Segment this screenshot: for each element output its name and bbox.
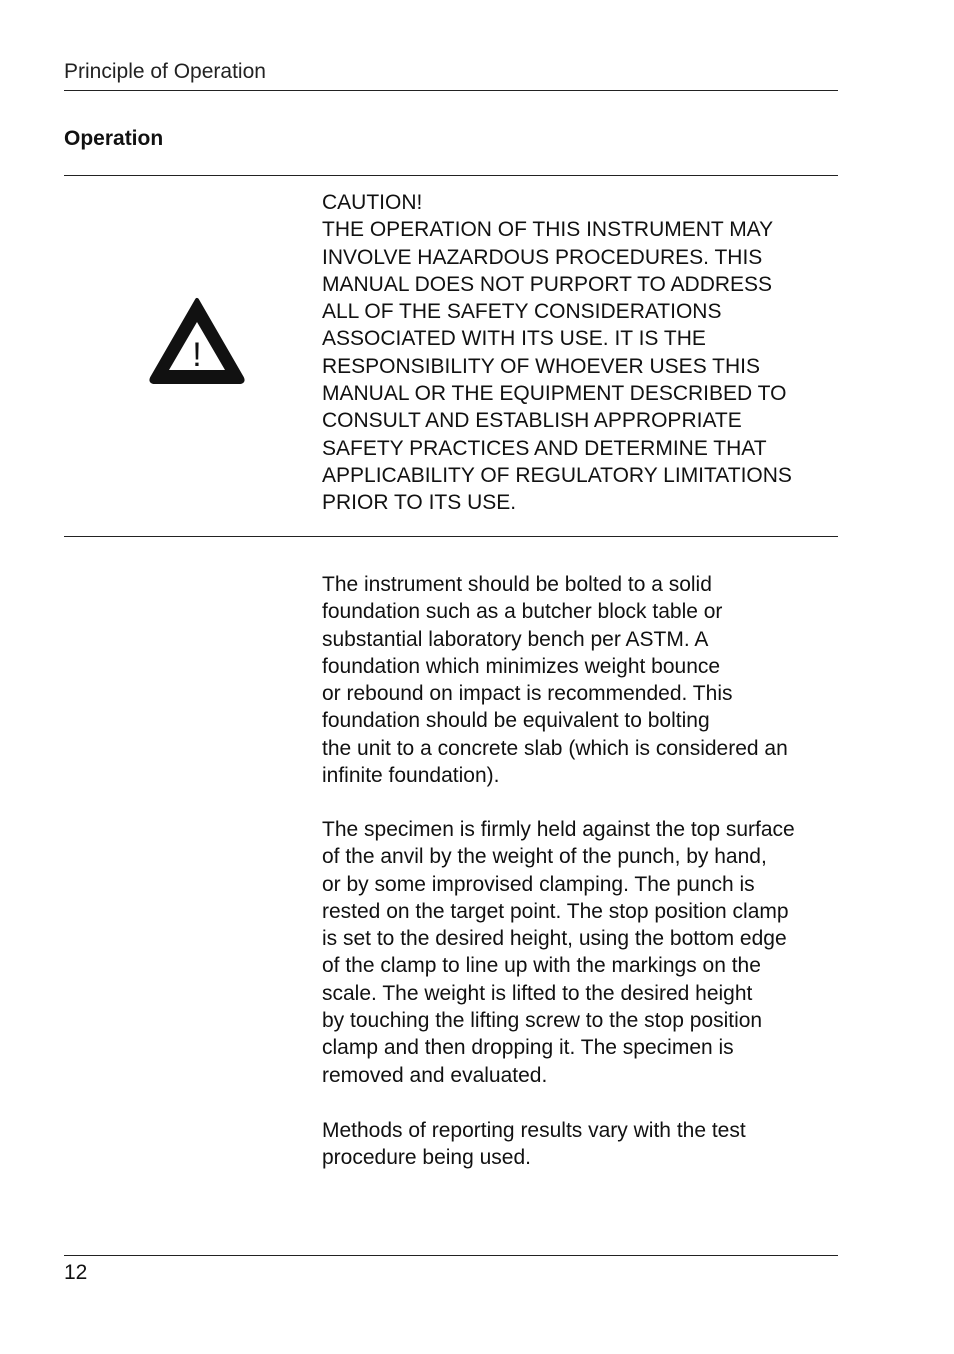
caution-notice	[322, 189, 842, 517]
caution-line: INVOLVE HAZARDOUS PROCEDURES. THIS	[322, 245, 763, 269]
paragraph-line: substantial laboratory bench per ASTM. A	[322, 627, 709, 651]
paragraph-line: foundation should be equivalent to bolting	[322, 709, 710, 733]
caution-bottom-rule	[64, 536, 838, 537]
paragraph-specimen	[322, 816, 852, 1089]
header-rule	[64, 90, 838, 91]
paragraph-line: infinite foundation).	[322, 764, 500, 788]
footer-rule	[64, 1255, 838, 1256]
paragraph-foundation	[322, 571, 852, 789]
paragraph-line: scale. The weight is lifted to the desired height	[322, 981, 753, 1005]
page-number: 12	[64, 1261, 88, 1284]
paragraph-line: foundation such as a butcher block table or	[322, 600, 723, 624]
paragraph-line: procedure being used.	[322, 1146, 531, 1170]
caution-top-rule	[64, 175, 838, 176]
caution-line: ASSOCIATED WITH ITS USE. IT IS THE	[322, 327, 706, 351]
caution-line: MANUAL OR THE EQUIPMENT DESCRIBED TO	[322, 382, 787, 406]
warning-exclamation-glyph: !	[192, 336, 202, 374]
section-title: Operation	[64, 127, 164, 150]
running-header: Principle of Operation	[64, 60, 266, 83]
paragraph-line: of the clamp to line up with the markings on the	[322, 954, 761, 978]
paragraph-line: foundation which minimizes weight bounce	[322, 654, 721, 678]
caution-line: CONSULT AND ESTABLISH APPROPRIATE	[322, 409, 742, 433]
paragraph-line: is set to the desired height, using the bottom edge	[322, 927, 787, 951]
paragraph-line: rested on the target point. The stop position clamp	[322, 899, 789, 923]
paragraph-line: of the anvil by the weight of the punch, by hand,	[322, 845, 767, 869]
caution-line: SAFETY PRACTICES AND DETERMINE THAT	[322, 436, 767, 460]
paragraph-line: the unit to a concrete slab (which is considered an	[322, 736, 788, 760]
paragraph-reporting	[322, 1117, 852, 1172]
caution-line: APPLICABILITY OF REGULATORY LIMITATIONS	[322, 463, 792, 487]
paragraph-line: Methods of reporting results vary with the test	[322, 1119, 746, 1142]
paragraph-line: The specimen is firmly held against the top surface	[322, 818, 795, 841]
caution-heading: CAUTION!	[322, 191, 423, 214]
paragraph-line: The instrument should be bolted to a solid	[322, 573, 712, 596]
caution-line: PRIOR TO ITS USE.	[322, 491, 517, 515]
caution-line: THE OPERATION OF THIS INSTRUMENT MAY	[322, 218, 774, 242]
paragraph-line: by touching the lifting screw to the stop position	[322, 1009, 763, 1033]
paragraph-line: clamp and then dropping it. The specimen is	[322, 1036, 734, 1060]
caution-line: RESPONSIBILITY OF WHOEVER USES THIS	[322, 354, 760, 378]
paragraph-line: or by some improvised clamping. The punch is	[322, 872, 755, 896]
caution-line: ALL OF THE SAFETY CONSIDERATIONS	[322, 300, 722, 324]
caution-line: MANUAL DOES NOT PURPORT TO ADDRESS	[322, 272, 773, 296]
warning-triangle-icon	[148, 296, 246, 384]
paragraph-line: removed and evaluated.	[322, 1063, 548, 1087]
paragraph-line: or rebound on impact is recommended. This	[322, 682, 733, 706]
